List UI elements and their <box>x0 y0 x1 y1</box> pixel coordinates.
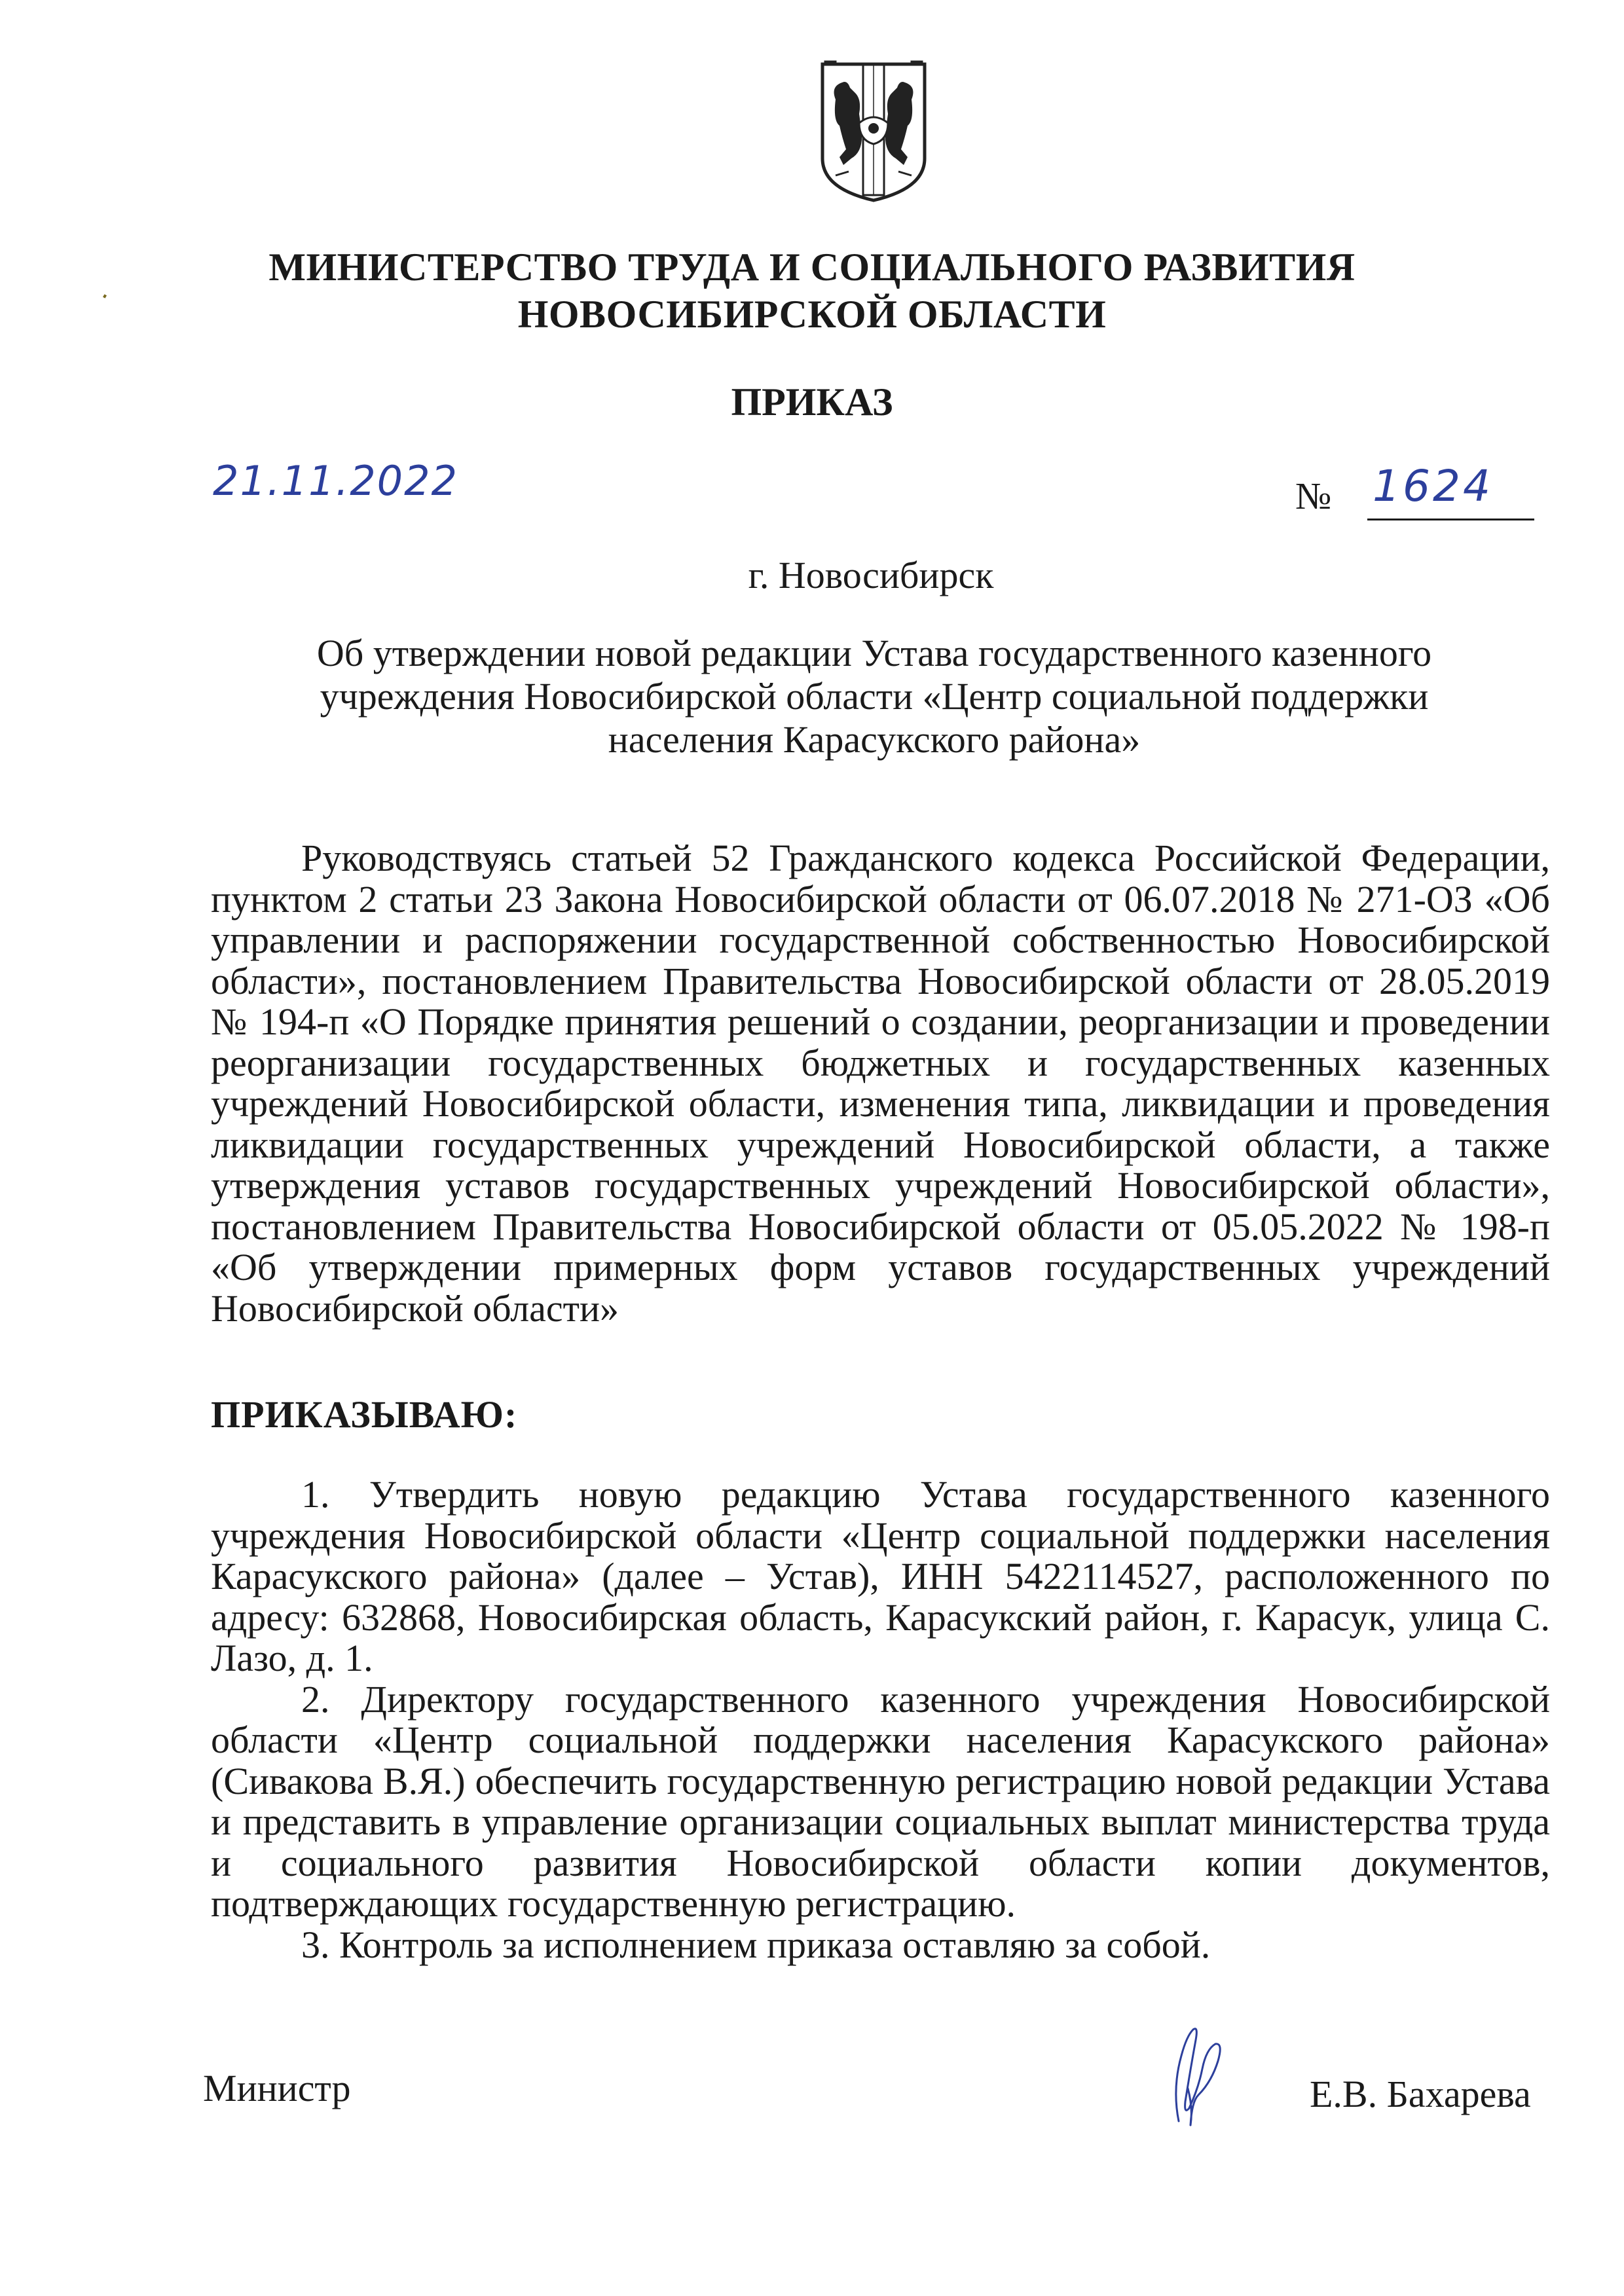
order-item-1: 1. Утвердить новую редакцию Устава государственного казенного учреждения Новосибирской области «Центр социальной поддержки населения Карасукского района» (далее – Устав), ИНН 5422114527, расположенного по адресу: 632868, Новосибирская область, Карасукский район, г. Карасук, улица С. Лазо, д. 1. <box>211 1473 1550 1679</box>
subject-line-3: населения Карасукского района» <box>608 718 1141 761</box>
order-item-3: 3. Контроль за исполнением приказа оставляю за собой. <box>301 1923 1211 1966</box>
preamble-paragraph: Руководствуясь статьей 52 Гражданского кодекса Российской Федерации, пунктом 2 статьи 23 Закона Новосибирской области от 06.07.2018 № 271-ОЗ «Об управлении и распоряжении государственной собственностью Новосибирской области», постановлением Правительства Новосибирской области от 28.05.2019 № 194-п «О Порядке принятия решений о создании, реорганизации и проведении реорганизации государственных бюджетных и государственных казенных учреждений Новосибирской области, изменения типа, ликвидации и проведения ликвидации государственных учреждений Новосибирской области, а также утверждения уставов государственных учреждений Новосибирской области», постановлением Правительства Новосибирской области от 05.05.2022 № 198-п «Об утверждении примерных форм уставов государственных учреждений Новосибирской области» <box>211 837 1550 1330</box>
order-heading: ПРИКАЗЫВАЮ: <box>211 1393 518 1436</box>
order-subject <box>223 632 1526 761</box>
ministry-title-line-2: НОВОСИБИРСКОЙ ОБЛАСТИ <box>517 293 1107 336</box>
order-number-block <box>1295 461 1544 529</box>
subject-line-2: учреждения Новосибирской области «Центр социальной поддержки <box>320 675 1429 718</box>
coat-of-arms-icon <box>816 60 931 203</box>
order-items <box>211 1474 1550 1965</box>
ministry-title <box>0 244 1624 338</box>
signatory-role: Министр <box>203 2067 351 2109</box>
handwritten-date: 21.11.2022 <box>213 457 458 505</box>
city: г. Новосибирск <box>748 554 994 596</box>
number-sign: № <box>1295 475 1332 517</box>
document-type: ПРИКАЗ <box>731 380 893 424</box>
subject-line-1: Об утверждении новой редакции Устава государственного казенного <box>316 632 1432 674</box>
handwritten-signature <box>1153 2010 1231 2141</box>
ministry-title-line-1: МИНИСТЕРСТВО ТРУДА И СОЦИАЛЬНОГО РАЗВИТИЯ <box>268 246 1356 289</box>
signatory-name: Е.В. Бахарева <box>1310 2073 1531 2115</box>
order-item-2: 2. Директору государственного казенного учреждения Новосибирской области «Центр социальной поддержки населения Карасукского района» (Сивакова В.Я.) обеспечить государственную регистрацию новой редакции Устава и представить в управление организации социальных выплат министерства труда и социального развития Новосибирской области копии документов, подтверждающих государственную регистрацию. <box>211 1677 1550 1925</box>
number-underline <box>1367 519 1534 520</box>
handwritten-number: 1624 <box>1373 461 1493 511</box>
